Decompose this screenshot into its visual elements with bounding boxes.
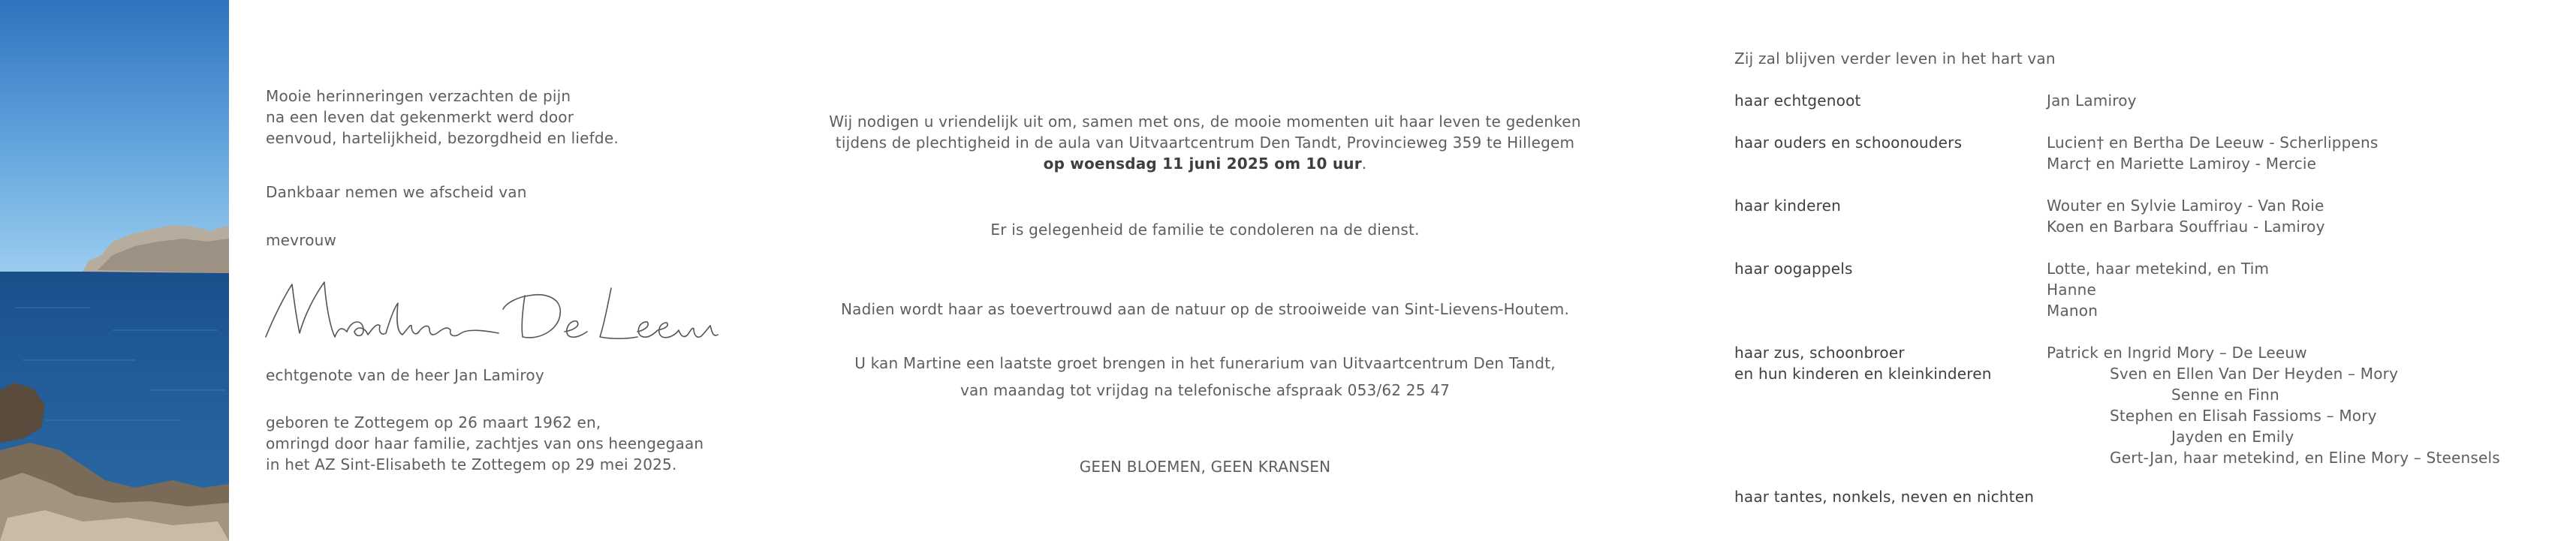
- name-signature: [258, 266, 724, 356]
- parents-label: haar ouders en schoonouders: [1734, 134, 1963, 152]
- children-label: haar kinderen: [1734, 197, 1841, 215]
- invite-line: tijdens de plechtigheid in de aula van Uitvaartcentrum Den Tandt, Provincieweg 359 te Hillegem: [835, 134, 1575, 152]
- sister-kid: Jayden en Emily: [2171, 428, 2294, 446]
- condolence-line: Er is gelegenheid de familie te condoleren na de dienst.: [990, 221, 1420, 239]
- parents-name: Marc† en Mariette Lamiroy - Mercie: [2047, 155, 2317, 173]
- title-prefix: mevrouw: [266, 231, 337, 249]
- sister-label: en hun kinderen en kleinkinderen: [1734, 365, 1992, 383]
- spouse-label: haar echtgenoot: [1734, 92, 1861, 110]
- born-line: geboren te Zottegem op 26 maart 1962 en,: [266, 413, 601, 431]
- birth-death-text: [266, 412, 704, 475]
- aunts-label: haar tantes, nonkels, neven en nichten: [1734, 488, 2035, 506]
- sister-label: haar zus, schoonbroer: [1734, 344, 1905, 362]
- spouse-name: Jan Lamiroy: [2047, 92, 2137, 110]
- born-line: in het AZ Sint-Elisabeth te Zottegem op 29 mei 2025.: [266, 455, 677, 473]
- parents-name: Lucien† en Bertha De Leeuw - Scherlippens: [2047, 134, 2379, 152]
- ceremony-date-bold: op woensdag 11 juni 2025 om 10 uur: [1043, 155, 1362, 173]
- spouse-line: echtgenote van de heer Jan Lamiroy: [266, 366, 544, 384]
- grandchildren-name: Hanne: [2047, 281, 2096, 299]
- intro-line: na een leven dat gekenmerkt werd door: [266, 108, 574, 126]
- children-name: Koen en Barbara Souffriau - Lamiroy: [2047, 218, 2325, 236]
- intro-line: eenvoud, hartelijkheid, bezorgdheid en liefde.: [266, 129, 619, 147]
- born-line: omringd door haar familie, zachtjes van ons heengegaan: [266, 434, 704, 452]
- grandchildren-label: haar oogappels: [1734, 260, 1853, 278]
- seascape-photo: [0, 0, 229, 541]
- sister-kid: Senne en Finn: [2171, 386, 2279, 404]
- ceremony-date-end: .: [1361, 155, 1367, 173]
- sister-name: Patrick en Ingrid Mory – De Leeuw: [2047, 344, 2307, 362]
- invite-line: Wij nodigen u vriendelijk uit om, samen met ons, de mooie momenten uit haar leven te gedenken: [829, 113, 1581, 131]
- sister-kid: Stephen en Elisah Fassioms – Mory: [2110, 407, 2377, 425]
- grandchildren-name: Manon: [2047, 302, 2098, 320]
- intro-quote: [266, 86, 619, 149]
- children-name: Wouter en Sylvie Lamiroy - Van Roie: [2047, 197, 2324, 215]
- funerarium-line: van maandag tot vrijdag na telefonische afspraak 053/62 25 47: [960, 381, 1451, 399]
- relatives-intro: Zij zal blijven verder leven in het hart van: [1734, 50, 2056, 68]
- sister-kid: Sven en Ellen Van Der Heyden – Mory: [2110, 365, 2399, 383]
- grandchildren-name: Lotte, haar metekind, en Tim: [2047, 260, 2270, 278]
- funerarium-line: U kan Martine een laatste groet brengen in het funerarium van Uitvaartcentrum Den Tandt,: [854, 354, 1556, 372]
- intro-line: Mooie herinneringen verzachten de pijn: [266, 87, 571, 105]
- ashes-line: Nadien wordt haar as toevertrouwd aan de natuur op de strooiweide van Sint-Lievens-Houtem.: [840, 300, 1570, 318]
- thanks-line: Dankbaar nemen we afscheid van: [266, 183, 527, 201]
- no-flowers-line: GEEN BLOEMEN, GEEN KRANSEN: [1079, 458, 1331, 476]
- sister-kid: Gert-Jan, haar metekind, en Eline Mory – Steensels: [2110, 449, 2500, 467]
- ceremony-date: [826, 153, 1584, 174]
